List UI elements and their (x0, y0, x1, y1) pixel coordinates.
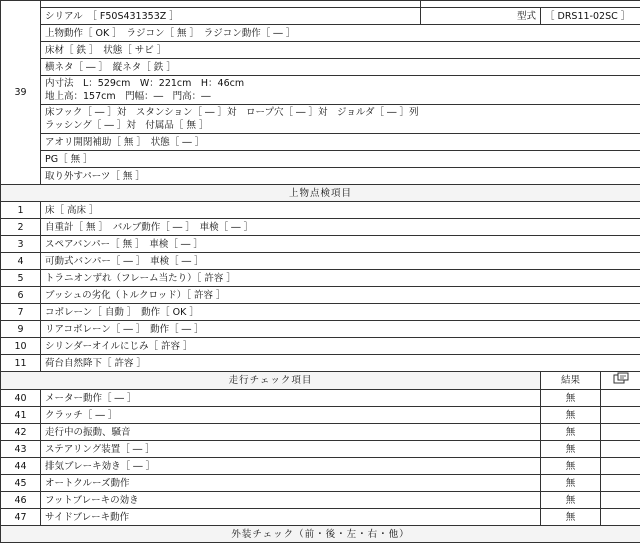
upper-text: 可動式バンパー［ ― ］ 車検［ ― ］ (41, 253, 640, 270)
upper-inspection-header-row (1, 185, 640, 202)
dimensions-cell (41, 76, 640, 105)
serial-cell: シリアル ［ F50S431353Z ］ (41, 8, 421, 25)
driving-check-header-row (1, 372, 640, 390)
driving-text: クラッチ［ ― ］ (41, 407, 541, 424)
driving-row (1, 441, 640, 458)
top-row-serial (1, 8, 640, 25)
driving-num: 41 (1, 407, 41, 424)
driving-num: 47 (1, 509, 41, 526)
hooks-cell (41, 105, 640, 134)
parts-cell: 取り外すパーツ［ 無 ］ (41, 168, 640, 185)
neta-cell: 横ネタ［ ― ］ 縦ネタ［ 鉄 ］ (41, 59, 640, 76)
driving-text: 排気ブレーキ効き［ ― ］ (41, 458, 541, 475)
operation-cell: 上物動作［ OK ］ ラジコン［ 無 ］ ラジコン動作［ ― ］ (41, 25, 640, 42)
top-row-0 (1, 1, 640, 8)
driving-result: 無 (541, 475, 601, 492)
driving-num: 44 (1, 458, 41, 475)
driving-result: 無 (541, 492, 601, 509)
upper-row (1, 253, 640, 270)
driving-extra (601, 458, 640, 475)
upper-text: 荷台自然降下［ 許容 ］ (41, 355, 640, 372)
upper-row (1, 321, 640, 338)
upper-num: 10 (1, 338, 41, 355)
upper-num: 7 (1, 304, 41, 321)
driving-text: フットブレーキの効き (41, 492, 541, 509)
inner-dimensions: 内寸法 L：529cm W：221cm H：46cm (45, 77, 636, 90)
driving-text: サイドブレーキ動作 (41, 509, 541, 526)
upper-num: 6 (1, 287, 41, 304)
driving-text: メーター動作［ ― ］ (41, 390, 541, 407)
driving-row (1, 424, 640, 441)
upper-num: 2 (1, 219, 41, 236)
driving-extra (601, 424, 640, 441)
upper-row (1, 202, 640, 219)
upper-row (1, 270, 640, 287)
driving-text: ステアリング装置［ ― ］ (41, 441, 541, 458)
upper-text: 自重計［ 無 ］ バルブ動作［ ― ］ 車検［ ― ］ (41, 219, 640, 236)
driving-num: 45 (1, 475, 41, 492)
driving-num: 46 (1, 492, 41, 509)
ground-height: 地上高：157cm 門幅：― 門高：― (45, 90, 636, 103)
upper-row (1, 287, 640, 304)
driving-result: 無 (541, 407, 601, 424)
top-row-operation (1, 25, 640, 42)
upper-num: 4 (1, 253, 41, 270)
upper-text: シリンダーオイルにじみ［ 許容 ］ (41, 338, 640, 355)
upper-num: 11 (1, 355, 41, 372)
upper-row (1, 355, 640, 372)
driving-row (1, 390, 640, 407)
driving-extra (601, 390, 640, 407)
upper-inspection-header: 上物点検項目 (1, 185, 640, 202)
upper-row (1, 236, 640, 253)
exterior-check-header-row (1, 526, 640, 543)
aori-cell: アオリ開閉補助［ 無 ］ 状態［ ― ］ (41, 134, 640, 151)
lashing-line: ラッシング［ ― ］対 付属品［ 無 ］ (45, 119, 636, 132)
model-value: ［ DRS11-02SC ］ (541, 8, 640, 25)
top-row-floor (1, 42, 640, 59)
top-row-hooks (1, 105, 640, 134)
upper-num: 9 (1, 321, 41, 338)
driving-row (1, 458, 640, 475)
upper-row (1, 304, 640, 321)
upper-text: リアコボレーン［ ― ］ 動作［ ― ］ (41, 321, 640, 338)
copy-icon[interactable] (601, 372, 640, 390)
result-header: 結果 (541, 372, 601, 390)
driving-text: オートクルーズ動作 (41, 475, 541, 492)
floor-material-cell: 床材［ 鉄 ］ 状態［ サビ ］ (41, 42, 640, 59)
upper-row (1, 338, 640, 355)
driving-extra (601, 441, 640, 458)
top-cell-0a (41, 1, 421, 8)
top-row-dimensions (1, 76, 640, 105)
top-cell-0b (421, 1, 640, 8)
driving-check-header: 走行チェック項目 (1, 372, 541, 390)
driving-result: 無 (541, 424, 601, 441)
upper-text: 床［ 高床 ］ (41, 202, 640, 219)
driving-extra (601, 475, 640, 492)
driving-extra (601, 509, 640, 526)
hooks-line: 床フック［ ― ］対 スタンション［ ― ］対 ロープ穴［ ― ］対 ジョルダ［ ― ］列 (45, 106, 636, 119)
driving-text: 走行中の振動、騒音 (41, 424, 541, 441)
model-label: 型式 (421, 8, 541, 25)
driving-result: 無 (541, 509, 601, 526)
upper-num: 3 (1, 236, 41, 253)
top-row-number: 39 (1, 1, 41, 185)
upper-text: スペアバンパー［ 無 ］ 車検［ ― ］ (41, 236, 640, 253)
pg-cell: PG［ 無 ］ (41, 151, 640, 168)
driving-num: 42 (1, 424, 41, 441)
upper-row (1, 219, 640, 236)
upper-text: ブッシュの劣化（トルクロッド）［ 許容 ］ (41, 287, 640, 304)
driving-extra (601, 492, 640, 509)
driving-num: 40 (1, 390, 41, 407)
driving-result: 無 (541, 441, 601, 458)
top-row-neta (1, 59, 640, 76)
top-row-parts (1, 168, 640, 185)
driving-row (1, 475, 640, 492)
driving-num: 43 (1, 441, 41, 458)
driving-row (1, 492, 640, 509)
driving-row (1, 407, 640, 424)
exterior-check-header: 外装チェック（前・後・左・右・他） (1, 526, 640, 543)
top-row-pg (1, 151, 640, 168)
driving-extra (601, 407, 640, 424)
upper-num: 5 (1, 270, 41, 287)
driving-result: 無 (541, 458, 601, 475)
top-row-aori (1, 134, 640, 151)
upper-text: コボレーン［ 自動 ］ 動作［ OK ］ (41, 304, 640, 321)
driving-result: 無 (541, 390, 601, 407)
upper-num: 1 (1, 202, 41, 219)
driving-row (1, 509, 640, 526)
upper-text: トラニオンずれ（フレーム当たり）［ 許容 ］ (41, 270, 640, 287)
